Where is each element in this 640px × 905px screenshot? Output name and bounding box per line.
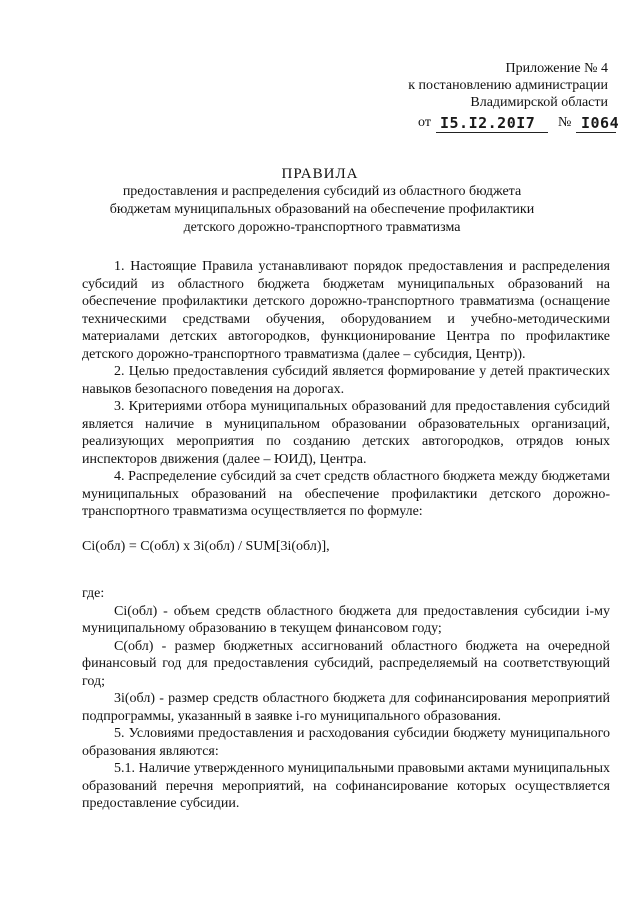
document-subtitle: предоставления и распределения субсидий из областного бюджета бюджетам муниципальных образований на обеспечение профилактики детского дорожно-транспортного травматизма [109,184,535,235]
definition-2: C(обл) - размер бюджетных ассигнований областного бюджета на очередной финансовый год для предоставления субсидий, распределяемый на соответствующий год; [82,638,610,689]
number-value: I064 [581,114,620,132]
paragraph-3: 3. Критериями отбора муниципальных образований для предоставления субсидий является наличие в муниципальном образовании образовательных организаций, реализующих мероприятия по созданию детских автогородков, отрядов юных инспекторов движения (далее – ЮИД), Центра. [82,399,610,467]
paragraph-4: 4. Распределение субсидий за счет средств областного бюджета между бюджетами муниципальных образований на обеспечение профилактики детского дорожно-транспортного травматизма осуществляется по формуле: [82,469,610,519]
definition-3: 3i(обл) - размер средств областного бюджета для софинансирования мероприятий подпрограммы, указанный в заявке i-го муниципального образования. [82,691,610,724]
formula: Ci(обл) = C(обл) x 3i(обл) / SUM[3i(обл)], [82,538,330,554]
appendix-line-1: Приложение № 4 [505,61,608,76]
appendix-block [308,60,608,111]
where-label: где: [82,586,105,601]
date-underline [436,132,548,133]
paragraph-1: 1. Настоящие Правила устанавливают порядок предоставления и распределения субсидий из областного бюджета бюджетам муниципальных образований на обеспечение профилактики детского дорожно-транспортного травматизма (оснащение техническими средствами обучения, оборудованием и учебно-методическими материалами детских автогородков, функционирование Центра по профилактике детского дорожно-транспортного травматизма (далее – субсидия, Центр)). [82,259,610,362]
document-body [82,258,610,813]
definition-1: Ci(обл) - объем средств областного бюджета для предоставления субсидии i-му муниципальному образованию в текущем финансовом году; [82,603,610,636]
paragraph-2: 2. Целью предоставления субсидий является формирование у детей практических навыков безопасного поведения на дорогах. [82,364,610,397]
appendix-line-2: к постановлению администрации [408,78,608,93]
order-date-number [418,111,618,133]
number-label: № [558,115,572,130]
paragraph-5-1: 5.1. Наличие утвержденного муниципальными правовыми актами муниципальных образований перечня мероприятий, на софинансирование которых осуществляется предоставление субсидии. [82,761,610,811]
document-title: ПРАВИЛА [281,166,359,182]
appendix-line-3: Владимирской области [470,95,608,110]
date-label: от [418,115,431,130]
number-underline [576,132,616,133]
paragraph-5: 5. Условиями предоставления и расходования субсидии бюджету муниципального образования являются: [82,726,610,759]
date-value: I5.I2.20I7 [440,114,536,132]
